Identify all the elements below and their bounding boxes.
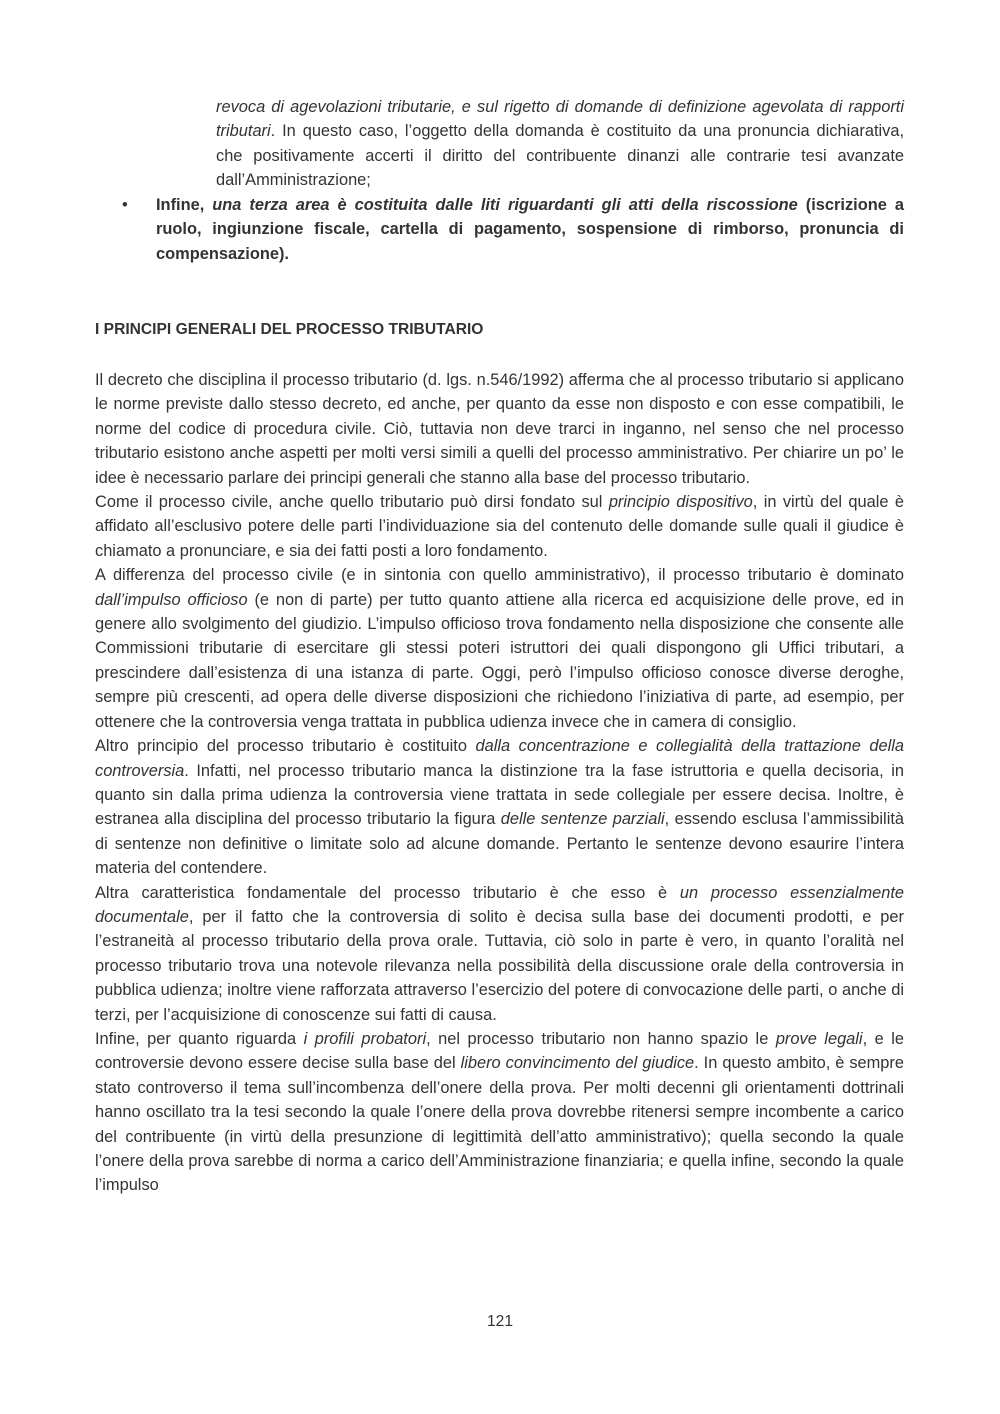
paragraph-4 xyxy=(95,734,904,880)
paragraph-2 xyxy=(95,490,904,563)
paragraph-1: Il decreto che disciplina il processo tributario (d. lgs. n.546/1992) afferma che al processo tributario si applicano le norme previste dallo stesso decreto, ed anche, per quanto da esse non disposto e con esse compatibili, le norme del codice di procedura civile. Ciò, tuttavia non deve trarci in inganno, nel senso che nel processo tributario esistono anche aspetti per molti versi simili a quelli del processo amministrativo. Per chiarire un po’ le idee è necessario parlare dei principi generali che stanno alla base del processo tributario. xyxy=(95,371,904,487)
paragraph-5-text: Altra caratteristica fondamentale del processo tributario è che esso è xyxy=(95,883,680,902)
paragraph-6 xyxy=(95,1027,904,1198)
paragraph-4-italic: dalla concentrazione e collegialità della trattazione della controversia xyxy=(95,737,904,780)
paragraph-3-text-end: (e non di parte) per tutto quanto attiene alla ricerca ed acquisizione delle prove, ed in genere allo svolgimento del giudizio. L’impulso officioso trova fondamento nella disposizione che consente alle Commissioni tributarie di esercitare gli stessi poteri istruttori dei quali dispongono gli Uffici tributari, a prescindere dall’esistenza di una istanza di parte. Oggi, però l’impulso officioso conosce diverse deroghe, sempre più crescenti, ad opera delle diverse disposizioni che richiedono l’iniziativa di parte, ad esempio, per ottenere che la controversia venga trattata in pubblica udienza invece che in camera di consiglio. xyxy=(95,590,904,731)
page-number: 121 xyxy=(486,1313,514,1330)
paragraph-6-text: Infine, per quanto riguarda xyxy=(95,1029,304,1048)
paragraph-6-italic-2: prove legali xyxy=(775,1029,863,1048)
paragraph-6-text-2: , nel processo tributario non hanno spazio le xyxy=(426,1029,776,1048)
paragraph-3-italic: dall’impulso officioso xyxy=(95,590,248,609)
paragraph-2-text: Come il processo civile, anche quello tributario può dirsi fondato sul xyxy=(95,493,609,512)
paragraph-2-text-end: , in virtù del quale è affidato all’esclusivo potere delle parti l’individuazione sia del contenuto delle domande sulle quali il giudice è chiamato a pronunciare, e sia dei fatti posti a loro fondamento. xyxy=(95,493,904,560)
bullet-item xyxy=(156,193,904,266)
paragraph-6-text-3: , e le controversie devono essere decise sulla base del xyxy=(95,1029,905,1073)
paragraph-4-text-end: , essendo esclusa l’ammissibilità di sentenze non definitive o limitate solo ad alcune domande. Pertanto le sentenze devono esaurire l’intera materia del contendere. xyxy=(95,810,905,878)
paragraph-6-italic-3: libero convincimento del giudice xyxy=(460,1054,695,1073)
continuation-italic: revoca di agevolazioni tributarie, e sul rigetto di domande di definizione agevolata di rapporti tributari xyxy=(216,98,904,141)
continuation-paragraph xyxy=(216,95,904,193)
paragraph-4-text-mid: . Infatti, nel processo tributario manca la distinzione tra la fase istruttoria e quella decisoria, in quanto sin dalla prima udienza la controversia viene trattata in sede collegiale per essere decisa. Inoltre, è estranea alla disciplina del processo tributario la figura xyxy=(95,761,904,829)
paragraph-6-italic: i profili probatori xyxy=(303,1029,427,1048)
paragraph-5 xyxy=(95,881,904,1027)
bullet-italic: una terza area è costituita dalle liti riguardanti gli atti della riscossione xyxy=(212,196,798,214)
paragraph-3-text: A differenza del processo civile (e in sintonia con quello amministrativo), il processo tributario è dominato xyxy=(95,566,904,585)
continuation-text: . In questo caso, l’oggetto della domanda è costituito da una pronuncia dichiarativa, che positivamente accerti il diritto del contribuente dinanzi alle contrarie tesi avanzate dall’Amministrazione; xyxy=(216,122,904,190)
paragraph-4-italic-2: delle sentenze parziali xyxy=(500,810,665,829)
bullet-lead: Infine, xyxy=(156,196,213,214)
paragraph-5-italic: un processo essenzialmente documentale xyxy=(95,883,904,926)
bullet-symbol: • xyxy=(122,196,128,214)
body-paragraphs xyxy=(95,368,904,1198)
bullet-rest: (iscrizione a ruolo, ingiunzione fiscale, cartella di pagamento, sospensione di rimborso, pronuncia di compensazione). xyxy=(156,196,904,263)
paragraph-3 xyxy=(95,563,904,734)
section-heading: I PRINCIPI GENERALI DEL PROCESSO TRIBUTARIO xyxy=(95,321,484,338)
paragraph-5-text-end: , per il fatto che la controversia di solito è decisa sulla base dei documenti prodotti, e per l’estraneità al processo tributario della prova orale. Tuttavia, ciò solo in parte è vero, in quanto l’oralità nel processo tributario trova una notevole rilevanza nella possibilità della discussione orale della controversia in pubblica udienza; inoltre viene rafforzata attraverso l’esercizio del potere di convocazione delle parti, o anche di terzi, per l’acquisizione di conoscenze sui fatti di causa. xyxy=(95,907,904,1024)
paragraph-4-text: Altro principio del processo tributario è costituito xyxy=(95,737,476,756)
paragraph-2-italic: principio dispositivo xyxy=(608,493,753,512)
paragraph-6-text-end: . In questo ambito, è sempre stato controverso il tema sull’incombenza dell’onere della prova. Per molti decenni gli orientamenti dottrinali hanno oscillato tra la tesi secondo la quale l’onere della prova dovrebbe ritenersi sempre incombente a carico del contribuente (in virtù della presunzione di legittimità dell’atto amministrativo); quella secondo la quale l’onere della prova sarebbe di norma a carico dell’Amministrazione finanziaria; e quella infine, secondo la quale l’impulso xyxy=(95,1054,904,1195)
